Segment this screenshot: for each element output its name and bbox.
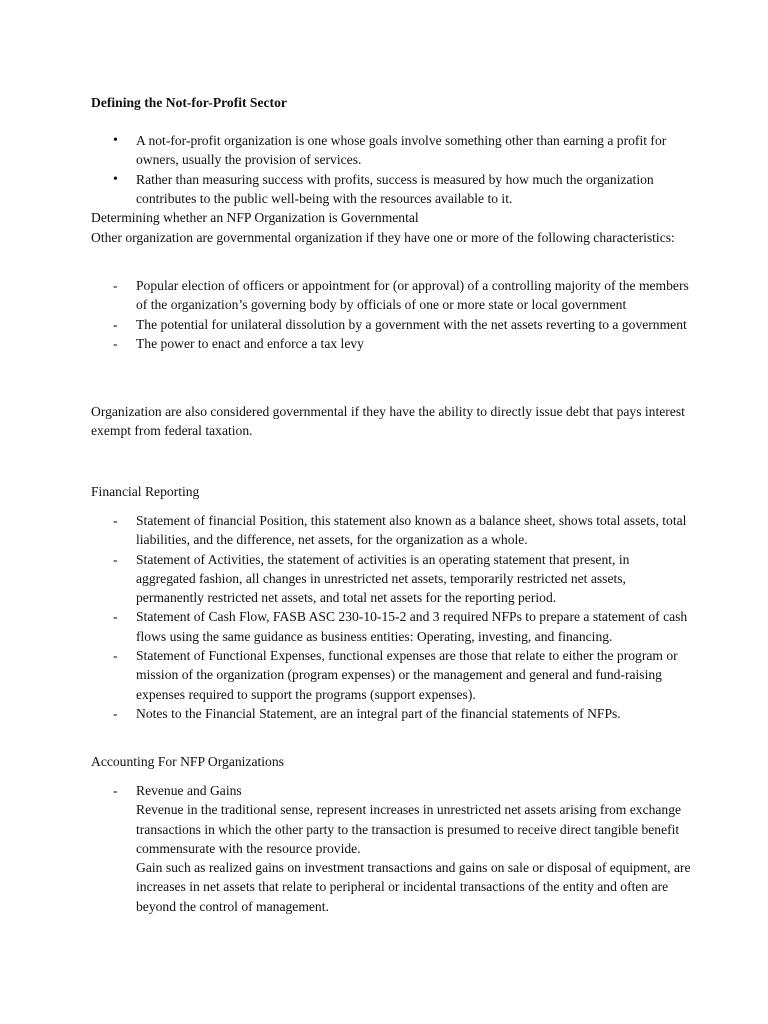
revenue-text: Revenue in the traditional sense, represent increases in unrestricted net assets arising from exchange transactions in which the other party to the transaction is presumed to receive direct tangible benefit commensurate with the resource provide.: [136, 802, 682, 856]
dash-marker: -: [113, 648, 118, 664]
governmental-lead: Other organization are governmental organization if they have one or more of the following characteristics:: [91, 230, 675, 245]
list-item-text: The potential for unilateral dissolution by a government with the net assets reverting to a government: [136, 316, 687, 332]
financial-list: [91, 511, 691, 723]
list-item: [91, 704, 691, 723]
bullet-marker: •: [113, 171, 118, 187]
list-item-text: Popular election of officers or appointment for (or approval) of a controlling majority of the members of the organization’s governing body by officials of one or more state or local government: [136, 278, 689, 313]
list-item: [91, 276, 691, 315]
list-item: [91, 315, 691, 334]
list-item: [91, 334, 691, 353]
accounting-list: [91, 781, 691, 916]
governmental-closing: Organization are also considered governmental if they have the ability to directly issue debt that pays interest exempt from federal taxation.: [91, 404, 685, 439]
list-item-text: Statement of Cash Flow, FASB ASC 230-10-15-2 and 3 required NFPs to prepare a statement of cash flows using the same guidance as business entities: Operating, investing, and financing.: [136, 609, 688, 644]
list-item-text: A not-for-profit organization is one whose goals involve something other than earning a profit for owners, usually the provision of services.: [136, 133, 667, 168]
bullet-marker: •: [113, 133, 118, 148]
accounting-heading: Accounting For NFP Organizations: [91, 754, 284, 769]
intro-bullets: [91, 131, 691, 208]
dash-marker: -: [113, 705, 118, 721]
list-item-text: Rather than measuring success with profits, success is measured by how much the organization contributes to the public well-being with the resources available to it.: [136, 171, 654, 206]
list-item-text: Statement of Activities, the statement of activities is an operating statement that present, in aggregated fashion, all changes in unrestricted net assets, temporarily restricted net assets, permanently restricted net assets, and total net assets for the reporting period.: [136, 551, 630, 606]
financial-heading: Financial Reporting: [91, 484, 200, 499]
list-item-text: The power to enact and enforce a tax levy: [136, 335, 364, 351]
dash-marker: -: [113, 335, 118, 351]
dash-marker: -: [113, 513, 118, 528]
list-item: [91, 781, 691, 916]
dash-marker: -: [113, 278, 118, 293]
governmental-list: [91, 276, 691, 353]
list-item: [91, 131, 691, 170]
list-item: [91, 170, 691, 209]
revenue-gains-subheading: Revenue and Gains: [136, 783, 242, 798]
list-item: [91, 607, 691, 646]
list-item: [91, 646, 691, 704]
list-item: [91, 511, 691, 550]
list-item-text: Statement of Functional Expenses, functional expenses are those that relate to either the program or mission of the organization (program expenses) or the management and general and fund-raising expenses required to support the programs (support expenses).: [136, 648, 678, 702]
list-item-text: Notes to the Financial Statement, are an integral part of the financial statements of NFPs.: [136, 705, 621, 721]
dash-marker: -: [113, 551, 118, 567]
dash-marker: -: [113, 316, 118, 332]
dash-marker: -: [113, 609, 118, 625]
list-item: [91, 550, 691, 608]
governmental-heading: Determining whether an NFP Organization is Governmental: [91, 210, 419, 225]
gain-text: Gain such as realized gains on investment transactions and gains on sale or disposal of equipment, are increases in net assets that relate to peripheral or incidental transactions of the entity and often are beyond the control of management.: [136, 860, 691, 914]
page-title: Defining the Not-for-Profit Sector: [91, 95, 287, 110]
list-item-text: Statement of financial Position, this statement also known as a balance sheet, shows total assets, total liabilities, and the difference, net assets, for the organization as a whole.: [136, 513, 687, 548]
dash-marker: -: [113, 783, 118, 798]
